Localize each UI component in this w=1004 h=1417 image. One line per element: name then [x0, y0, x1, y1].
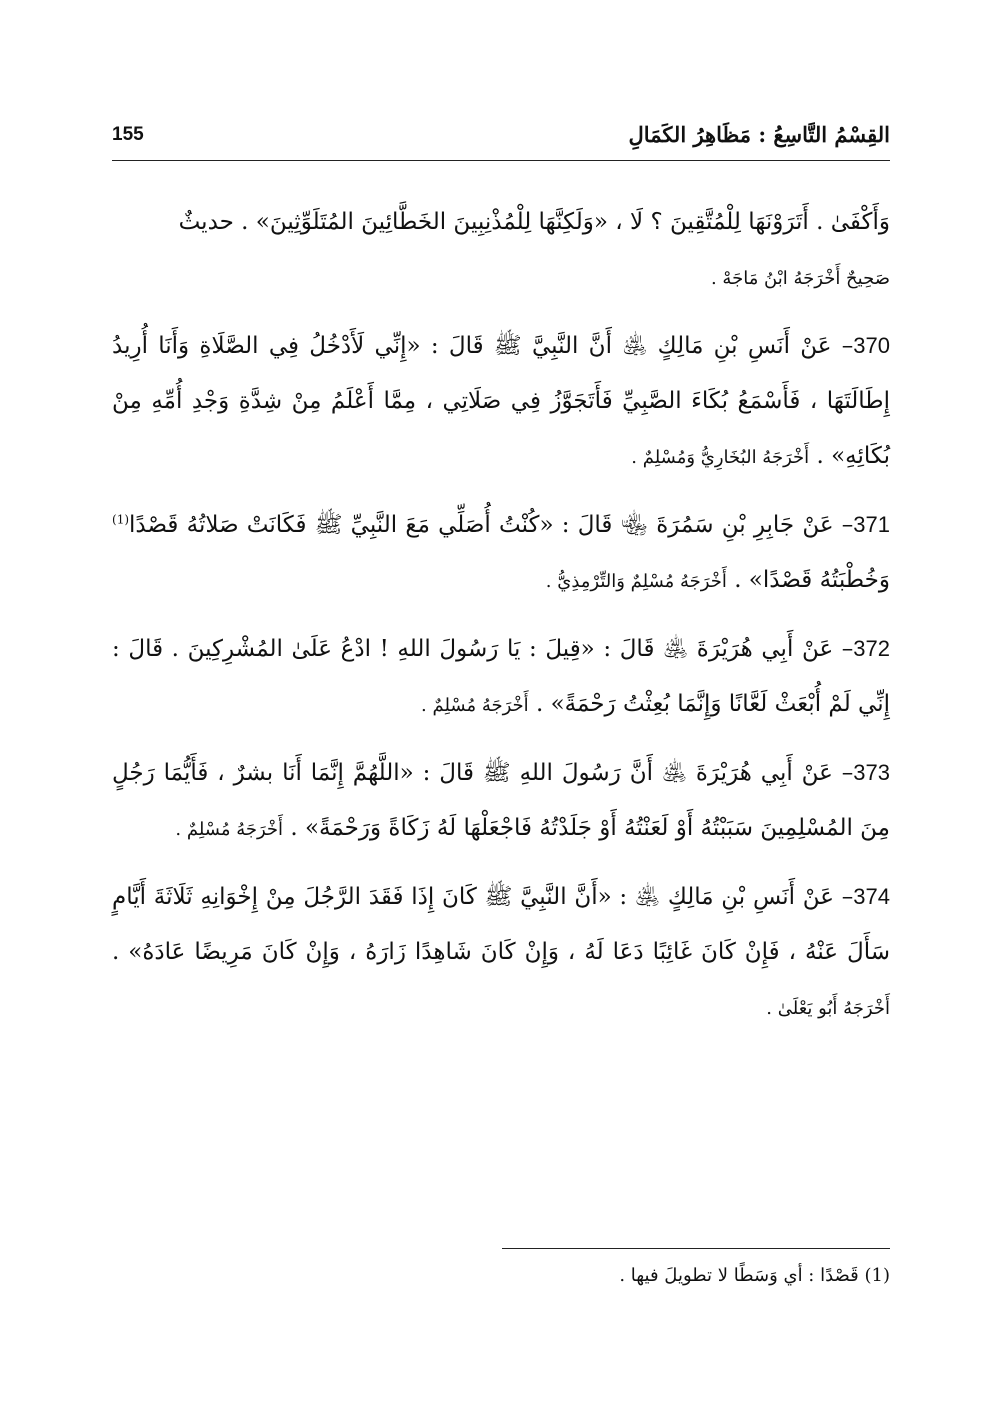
hadith-source: أَخْرَجَهُ مُسْلِمٌ .	[421, 695, 529, 716]
hadith-number: 373	[853, 760, 890, 785]
footnote-reference[interactable]: (1)	[112, 512, 130, 527]
hadith-372	[112, 621, 890, 733]
footnote-mark: (1)	[864, 1265, 890, 1286]
footnote-text: قَصْدًا : أي وَسَطًا لا تطويلَ فيها .	[619, 1265, 859, 1286]
running-title: القِسْمُ التَّاسِعُ : مَظَاهِرُ الكَمَالِ	[628, 122, 890, 147]
hadith-text: – عَنْ أَنَسِ بْنِ مَالِكٍ ﵁ أَنَّ النَّبِيَّ ﷺ قَالَ : «إِنِّي لَأَدْخُلُ فِي الصَّلَاةِ وَأَنَا أُرِيدُ إِطَالَتَهَا ، فَأَسْمَعُ بُكَاءَ الصَّبِيِّ فَأَتَجَوَّزُ فِي صَلَاتِي ، مِمَّا أَعْلَمُ مِنْ شِدَّةِ وَجْدِ أُمِّهِ مِنْ بُكَائِهِ» .	[112, 333, 890, 469]
hadith-source: أَخْرَجَهُ مُسْلِمٌ .	[175, 819, 284, 840]
footnote-separator	[502, 1248, 890, 1249]
hadith-number: 370	[853, 333, 890, 358]
hadith-source: صَحِيحٌ أَخْرَجَهُ ابْنُ مَاجَهْ .	[710, 268, 890, 289]
hadith-text: – عَنْ أَبِي هُرَيْرَةَ ﵁ قَالَ : «قِيلَ : يَا رَسُولَ اللهِ ! ادْعُ عَلَىٰ المُشْرِكِينَ . قَالَ : إِنِّي لَمْ أُبْعَثْ لَعَّانًا وَإِنَّمَا بُعِثْتُ رَحْمَةً» .	[112, 636, 890, 717]
continuation-text: وَأَكْفَىٰ . أَتَرَوْنَهَا لِلْمُتَّقِينَ ؟ لَا ، «وَلَكِنَّهَا لِلْمُذْنِبِينَ الخَطَّائِينَ المُتَلَوِّثِينَ» . حديثٌ	[178, 209, 890, 235]
main-text	[112, 195, 890, 1048]
continuation-paragraph	[112, 195, 890, 306]
hadith-number: 374	[853, 884, 890, 909]
hadith-text-continued: وَخُطْبَتُهُ قَصْدًا» .	[734, 567, 890, 593]
hadith-374	[112, 869, 890, 1036]
header-rule	[112, 160, 890, 161]
hadith-number: 372	[853, 636, 890, 661]
hadith-371	[112, 497, 890, 609]
hadith-number: 371	[853, 512, 890, 537]
hadith-text: – عَنْ أَبِي هُرَيْرَةَ ﵁ أَنَّ رَسُولَ اللهِ ﷺ قَالَ : «اللَّهُمَّ إِنَّمَا أَنَا بشرٌ ، فَأَيُّمَا رَجُلٍ مِنَ المُسْلِمِينَ سَبَبْتُهُ أَوْ لَعَنْتُهُ أَوْ جَلَدْتُهُ فَاجْعَلْهَا لَهُ زَكَاةً وَرَحْمَةً» .	[112, 760, 890, 841]
hadith-source: أَخْرَجَهُ البُخَارِيُّ وَمُسْلِمٌ .	[631, 447, 810, 468]
hadith-text: – عَنْ جَابِرِ بْنِ سَمُرَةَ ﵄ قَالَ : «كُنْتُ أُصَلِّي مَعَ النَّبِيِّ ﷺ فَكَانَتْ صَلاتُهُ قَصْدًا	[129, 512, 854, 538]
hadith-text: – عَنْ أَنَسِ بْنِ مَالِكٍ ﵁ : «أَنَّ النَّبِيَّ ﷺ كَانَ إِذَا فَقَدَ الرَّجُلَ مِنْ إِخْوَانِهِ ثَلَاثَةَ أَيَّامٍ سَأَلَ عَنْهُ ، فَإِنْ كَانَ غَائِبًا دَعَا لَهُ ، وَإِنْ كَانَ شَاهِدًا زَارَهُ ، وَإِنْ كَانَ مَرِيضًا عَادَهُ» .	[112, 884, 890, 965]
hadith-373	[112, 745, 890, 857]
hadith-370	[112, 318, 890, 485]
hadith-source: أَخْرَجَهُ مُسْلِمٌ وَالتِّرْمِذِيُّ .	[545, 571, 727, 592]
page-number: 155	[112, 124, 144, 145]
page-header	[112, 118, 890, 158]
footnote	[112, 1262, 890, 1290]
hadith-source: أَخْرَجَهُ أَبُو يَعْلَىٰ .	[766, 998, 890, 1019]
